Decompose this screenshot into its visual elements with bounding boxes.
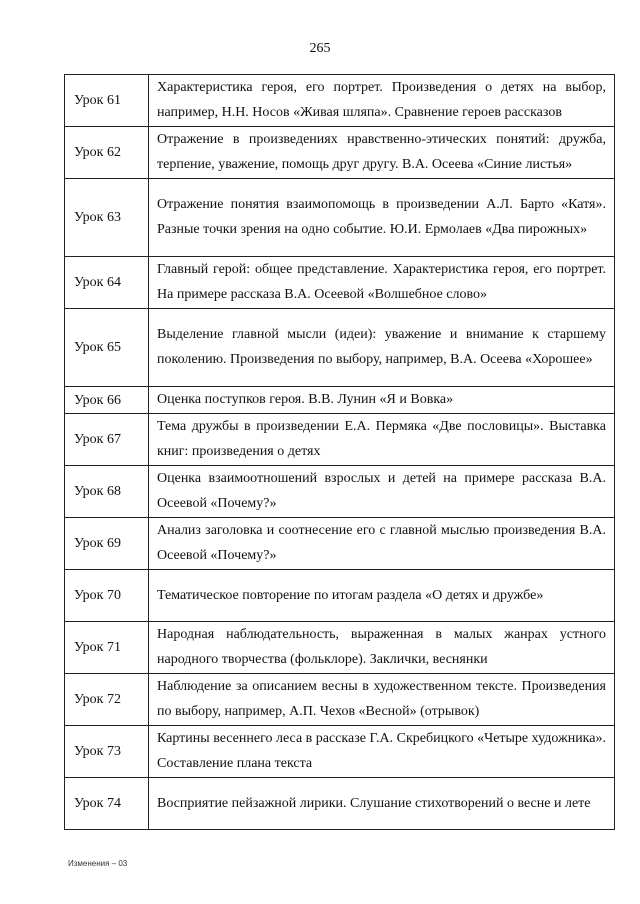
lesson-number-cell: Урок 64 — [65, 257, 149, 309]
lesson-topic-cell: Картины весеннего леса в рассказе Г.А. Скребицкого «Четыре художника». Составление плана текста — [149, 726, 615, 778]
table-row — [65, 414, 615, 466]
lesson-topic-cell: Характеристика героя, его портрет. Произведения о детях на выбор, например, Н.Н. Носов «Живая шляпа». Сравнение героев рассказов — [149, 75, 615, 127]
lesson-number-cell: Урок 69 — [65, 518, 149, 570]
lesson-number-cell: Урок 71 — [65, 622, 149, 674]
lesson-topic-cell: Выделение главной мысли (идеи): уважение и внимание к старшему поколению. Произведения по выбору, например, В.А. Осеева «Хорошее» — [149, 309, 615, 387]
lesson-topic-cell: Тема дружбы в произведении Е.А. Пермяка «Две пословицы». Выставка книг: произведения о детях — [149, 414, 615, 466]
table-row — [65, 570, 615, 622]
lesson-topic-cell: Главный герой: общее представление. Характеристика героя, его портрет. На примере рассказа В.А. Осеевой «Волшебное слово» — [149, 257, 615, 309]
lesson-topic-cell: Оценка взаимоотношений взрослых и детей на примере рассказа В.А. Осеевой «Почему?» — [149, 466, 615, 518]
lesson-topic-cell: Оценка поступков героя. В.В. Лунин «Я и Вовка» — [149, 387, 615, 414]
lesson-number-cell: Урок 72 — [65, 674, 149, 726]
page-number: 265 — [309, 41, 331, 56]
table-row — [65, 387, 615, 414]
table-row — [65, 127, 615, 179]
lesson-number-cell: Урок 65 — [65, 309, 149, 387]
table-row — [65, 726, 615, 778]
lesson-number-cell: Урок 74 — [65, 778, 149, 830]
lesson-topic-cell: Отражение в произведениях нравственно-этических понятий: дружба, терпение, уважение, помощь друг другу. В.А. Осеева «Синие листья» — [149, 127, 615, 179]
lesson-number-cell: Урок 67 — [65, 414, 149, 466]
lesson-number-cell: Урок 73 — [65, 726, 149, 778]
lesson-topic-cell: Наблюдение за описанием весны в художественном тексте. Произведения по выбору, например, А.П. Чехов «Весной» (отрывок) — [149, 674, 615, 726]
lesson-topic-cell: Анализ заголовка и соотнесение его с главной мыслью произведения В.А. Осеевой «Почему?» — [149, 518, 615, 570]
table-row — [65, 257, 615, 309]
table-row — [65, 466, 615, 518]
lessons-table — [64, 74, 615, 830]
lesson-topic-cell: Восприятие пейзажной лирики. Слушание стихотворений о весне и лете — [149, 778, 615, 830]
lesson-topic-cell: Народная наблюдательность, выраженная в малых жанрах устного народного творчества (фольклоре). Заклички, веснянки — [149, 622, 615, 674]
lessons-table-body — [65, 75, 615, 830]
lesson-number-cell: Урок 63 — [65, 179, 149, 257]
table-row — [65, 309, 615, 387]
lesson-number-cell: Урок 62 — [65, 127, 149, 179]
table-row — [65, 518, 615, 570]
lesson-number-cell: Урок 66 — [65, 387, 149, 414]
table-row — [65, 622, 615, 674]
lesson-number-cell: Урок 70 — [65, 570, 149, 622]
lesson-number-cell: Урок 68 — [65, 466, 149, 518]
table-row — [65, 674, 615, 726]
footer-revision-note: Изменения – 03 — [68, 859, 128, 868]
table-row — [65, 778, 615, 830]
lesson-topic-cell: Отражение понятия взаимопомощь в произведении А.Л. Барто «Катя». Разные точки зрения на одно событие. Ю.И. Ермолаев «Два пирожных» — [149, 179, 615, 257]
table-row — [65, 75, 615, 127]
lesson-number-cell: Урок 61 — [65, 75, 149, 127]
table-row — [65, 179, 615, 257]
lesson-topic-cell: Тематическое повторение по итогам раздела «О детях и дружбе» — [149, 570, 615, 622]
